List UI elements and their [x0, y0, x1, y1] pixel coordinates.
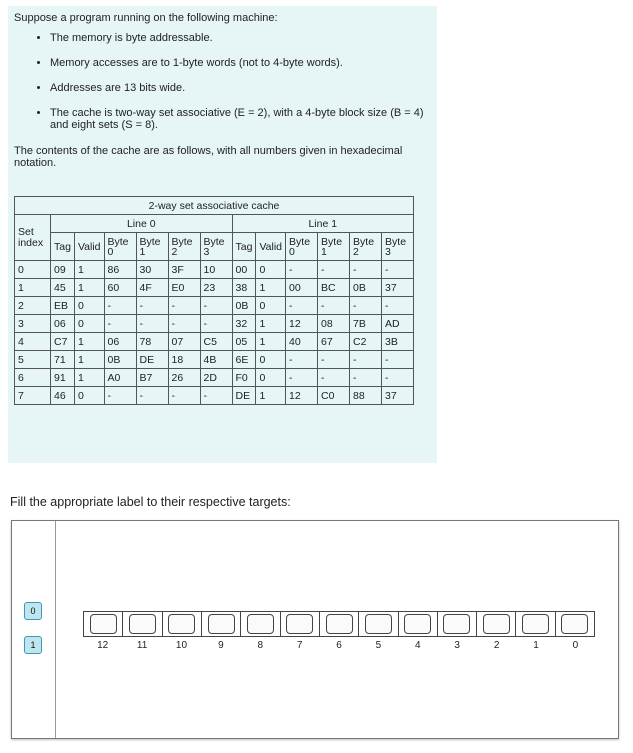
table-cell: 45: [51, 279, 75, 297]
table-cell: 7B: [350, 315, 382, 333]
table-cell: E0: [168, 279, 200, 297]
bit-target-cell: [516, 612, 555, 636]
drop-target-box[interactable]: [286, 614, 313, 634]
table-cell: C5: [200, 333, 232, 351]
property-item: • Addresses are 13 bits wide.: [50, 82, 431, 94]
drop-target-box[interactable]: [522, 614, 549, 634]
table-row: [15, 369, 414, 387]
bit-position-labels: [83, 640, 595, 651]
table-cell: -: [286, 261, 318, 279]
table-row: [15, 261, 414, 279]
label-chip-0[interactable]: 0: [24, 602, 42, 620]
table-cell: -: [318, 369, 350, 387]
table-cell: -: [350, 297, 382, 315]
table-cell: -: [286, 369, 318, 387]
table-cell: 88: [350, 387, 382, 405]
table-cell: 00: [232, 261, 256, 279]
bit-position-label: 5: [375, 640, 382, 651]
byte-header: Byte 0: [104, 233, 136, 261]
bit-target-cell: [438, 612, 477, 636]
table-cell: -: [168, 297, 200, 315]
bit-position-label: 6: [336, 640, 342, 651]
problem-intro: Suppose a program running on the following machine:: [14, 12, 278, 24]
table-cell: 05: [232, 333, 256, 351]
table-cell: C2: [350, 333, 382, 351]
table-cell: 12: [286, 315, 318, 333]
table-cell: 37: [382, 387, 414, 405]
table-cell: 78: [136, 333, 168, 351]
bit-position-label: 11: [136, 640, 148, 651]
table-cell: -: [318, 351, 350, 369]
drop-target-box[interactable]: [404, 614, 431, 634]
bit-position-label: 0: [572, 640, 579, 651]
table-cell: 1: [256, 333, 286, 351]
table-cell: 1: [256, 279, 286, 297]
drop-target-box[interactable]: [129, 614, 156, 634]
table-cell: 23: [200, 279, 232, 297]
table-cell: 09: [51, 261, 75, 279]
table-cell: A0: [104, 369, 136, 387]
table-cell: EB: [51, 297, 75, 315]
bit-target-cell: [241, 612, 280, 636]
drop-target-box[interactable]: [326, 614, 353, 634]
drop-target-box[interactable]: [483, 614, 510, 634]
byte-header: Byte 1: [318, 233, 350, 261]
table-cell: 3: [15, 315, 51, 333]
table-cell: 1: [74, 261, 104, 279]
table-cell: 91: [51, 369, 75, 387]
address-bit-targets: [83, 611, 595, 637]
drag-drop-area: [11, 520, 619, 739]
table-row: [15, 387, 414, 405]
valid-header: Valid: [74, 233, 104, 261]
table-cell: 2: [15, 297, 51, 315]
bit-position-label: 9: [218, 640, 224, 651]
table-cell: -: [200, 297, 232, 315]
table-cell: 30: [136, 261, 168, 279]
cache-contents-note: The contents of the cache are as follows, with all numbers given in hexadecimal notation.: [14, 145, 403, 169]
table-cell: 06: [51, 315, 75, 333]
bit-target-cell: [359, 612, 398, 636]
table-cell: 1: [256, 315, 286, 333]
table-cell: 5: [15, 351, 51, 369]
table-cell: -: [286, 351, 318, 369]
table-cell: 1: [74, 351, 104, 369]
machine-properties-list: [14, 32, 431, 131]
drop-target-box[interactable]: [90, 614, 117, 634]
table-cell: -: [104, 387, 136, 405]
table-cell: -: [350, 261, 382, 279]
byte-header: Byte 2: [350, 233, 382, 261]
table-cell: 0: [74, 297, 104, 315]
table-cell: 86: [104, 261, 136, 279]
table-cell: 1: [74, 369, 104, 387]
bit-target-cell: [556, 612, 594, 636]
bit-position-label: 10: [175, 640, 188, 651]
drop-target-box[interactable]: [247, 614, 274, 634]
table-cell: 1: [74, 333, 104, 351]
table-cell: -: [104, 315, 136, 333]
bit-position-label: 2: [493, 640, 500, 651]
drop-target-box[interactable]: [443, 614, 470, 634]
table-cell: BC: [318, 279, 350, 297]
table-cell: 0: [15, 261, 51, 279]
table-cell: -: [136, 315, 168, 333]
bit-position-label: 12: [97, 640, 109, 651]
table-cell: 3B: [382, 333, 414, 351]
table-cell: -: [200, 315, 232, 333]
drop-target-box[interactable]: [208, 614, 235, 634]
table-cell: -: [382, 351, 414, 369]
cache-table: [14, 196, 414, 405]
tag-header: Tag: [232, 233, 256, 261]
table-row: [15, 297, 414, 315]
table-row: [15, 279, 414, 297]
table-cell: -: [136, 387, 168, 405]
table-row: [15, 333, 414, 351]
instruction-text: Fill the appropriate label to their respective targets:: [10, 495, 291, 509]
table-cell: -: [350, 351, 382, 369]
table-cell: -: [382, 369, 414, 387]
table-cell: 0: [256, 261, 286, 279]
line0-header: Line 0: [51, 215, 233, 233]
table-cell: -: [168, 315, 200, 333]
table-cell: -: [136, 297, 168, 315]
tag-header: Tag: [51, 233, 75, 261]
property-item: • Memory accesses are to 1-byte words (not to 4-byte words).: [50, 57, 431, 69]
table-cell: 0B: [232, 297, 256, 315]
table-cell: -: [104, 297, 136, 315]
drop-target-box[interactable]: [365, 614, 392, 634]
table-cell: 0: [256, 369, 286, 387]
table-cell: DE: [232, 387, 256, 405]
drop-target-box[interactable]: [561, 614, 588, 634]
byte-header: Byte 0: [286, 233, 318, 261]
table-cell: -: [382, 297, 414, 315]
table-cell: 0: [74, 387, 104, 405]
byte-header: Byte 3: [382, 233, 414, 261]
table-cell: 12: [286, 387, 318, 405]
table-cell: 0B: [350, 279, 382, 297]
table-cell: -: [286, 297, 318, 315]
byte-header: Byte 3: [200, 233, 232, 261]
cache-table-title: 2-way set associative cache: [15, 197, 414, 215]
table-cell: 71: [51, 351, 75, 369]
bit-position-label: 3: [454, 640, 460, 651]
table-cell: 4B: [200, 351, 232, 369]
table-cell: 0: [256, 297, 286, 315]
bit-target-cell: [399, 612, 438, 636]
table-cell: -: [318, 297, 350, 315]
property-item: • The memory is byte addressable.: [50, 32, 431, 44]
table-cell: C0: [318, 387, 350, 405]
line1-header: Line 1: [232, 215, 414, 233]
table-cell: 4F: [136, 279, 168, 297]
table-cell: 26: [168, 369, 200, 387]
table-row: [15, 351, 414, 369]
table-cell: 60: [104, 279, 136, 297]
drop-target-box[interactable]: [168, 614, 195, 634]
table-cell: 7: [15, 387, 51, 405]
table-cell: 32: [232, 315, 256, 333]
table-cell: 40: [286, 333, 318, 351]
table-cell: 0B: [104, 351, 136, 369]
byte-header: Byte 2: [168, 233, 200, 261]
table-cell: 0: [74, 315, 104, 333]
table-cell: 46: [51, 387, 75, 405]
table-cell: 2D: [200, 369, 232, 387]
bit-position-label: 8: [257, 640, 264, 651]
bit-target-cell: [320, 612, 359, 636]
table-cell: 3F: [168, 261, 200, 279]
table-cell: AD: [382, 315, 414, 333]
byte-header: Byte 1: [136, 233, 168, 261]
table-cell: C7: [51, 333, 75, 351]
bit-target-cell: [123, 612, 162, 636]
table-cell: 08: [318, 315, 350, 333]
table-cell: -: [200, 387, 232, 405]
table-row: [15, 315, 414, 333]
property-item: • The cache is two-way set associative (E = 2), with a 4-byte block size (B = 4) and eight sets (S = 8).: [50, 107, 431, 131]
table-cell: 06: [104, 333, 136, 351]
bit-position-label: 4: [415, 640, 421, 651]
table-cell: 1: [74, 279, 104, 297]
table-cell: B7: [136, 369, 168, 387]
bit-position-label: 1: [533, 640, 539, 651]
bit-target-cell: [202, 612, 241, 636]
table-cell: 0: [256, 351, 286, 369]
bit-target-cell: [281, 612, 320, 636]
bit-target-cell: [163, 612, 202, 636]
table-cell: -: [382, 261, 414, 279]
table-cell: 07: [168, 333, 200, 351]
table-cell: 67: [318, 333, 350, 351]
table-cell: 6E: [232, 351, 256, 369]
problem-panel: [8, 6, 437, 463]
set-index-header: Set index: [15, 215, 51, 261]
label-chip-1[interactable]: 1: [24, 636, 42, 654]
table-cell: 37: [382, 279, 414, 297]
bit-target-cell: [477, 612, 516, 636]
table-cell: 6: [15, 369, 51, 387]
table-cell: 1: [15, 279, 51, 297]
valid-header: Valid: [256, 233, 286, 261]
table-cell: 10: [200, 261, 232, 279]
label-tray: [12, 521, 56, 738]
table-cell: -: [318, 261, 350, 279]
bit-target-cell: [84, 612, 123, 636]
table-cell: 00: [286, 279, 318, 297]
table-cell: F0: [232, 369, 256, 387]
table-cell: 18: [168, 351, 200, 369]
table-cell: -: [168, 387, 200, 405]
table-cell: -: [350, 369, 382, 387]
cache-table-body: [15, 261, 414, 405]
table-cell: 4: [15, 333, 51, 351]
table-cell: 38: [232, 279, 256, 297]
bit-position-label: 7: [296, 640, 303, 651]
table-cell: 1: [256, 387, 286, 405]
table-cell: DE: [136, 351, 168, 369]
